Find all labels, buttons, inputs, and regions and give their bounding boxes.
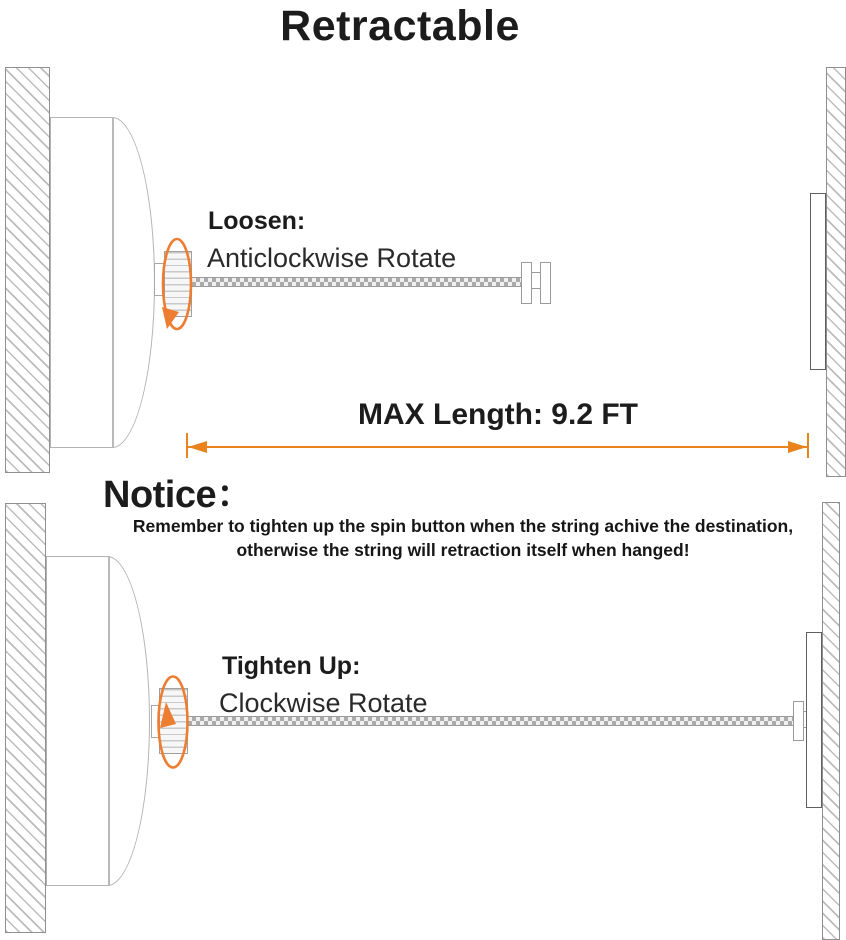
hook-left-bar-top <box>521 262 532 304</box>
left-wall-bottom <box>5 503 46 933</box>
right-wall-bottom <box>822 502 840 940</box>
retractor-body-bottom <box>46 556 150 886</box>
notice-heading: Notice： <box>103 474 254 516</box>
notice-text <box>83 515 843 563</box>
right-wall-top <box>826 67 846 477</box>
notice-line1: Remember to tighten up the spin button when the string achive the destination, <box>132 516 794 536</box>
retractor-seam-top <box>112 117 114 448</box>
dimension-arrow-icon <box>180 424 815 462</box>
clockwise-rotate-arrow-icon <box>152 670 198 774</box>
retractor-body-top <box>50 117 155 448</box>
wall-plate-bottom <box>806 632 822 808</box>
retractor-seam-bottom <box>108 556 110 886</box>
notice-line2: otherwise the string will retraction itself when hanged! <box>236 539 690 560</box>
page-title: Retractable <box>280 2 520 50</box>
wall-plate-top <box>810 193 826 370</box>
tighten-up-label: Tighten Up: <box>222 652 361 680</box>
anticlockwise-rotate-label: Anticlockwise Rotate <box>207 243 457 273</box>
loosen-label: Loosen: <box>208 207 306 235</box>
string-top <box>192 277 524 287</box>
anticlockwise-rotate-arrow-icon <box>155 233 200 336</box>
max-length-label: MAX Length: 9.2 FT <box>358 398 638 431</box>
hook-bar-bottom <box>793 701 804 741</box>
left-wall-top <box>5 67 50 473</box>
hook-right-bar-top <box>540 262 551 304</box>
clockwise-rotate-label: Clockwise Rotate <box>219 688 428 718</box>
